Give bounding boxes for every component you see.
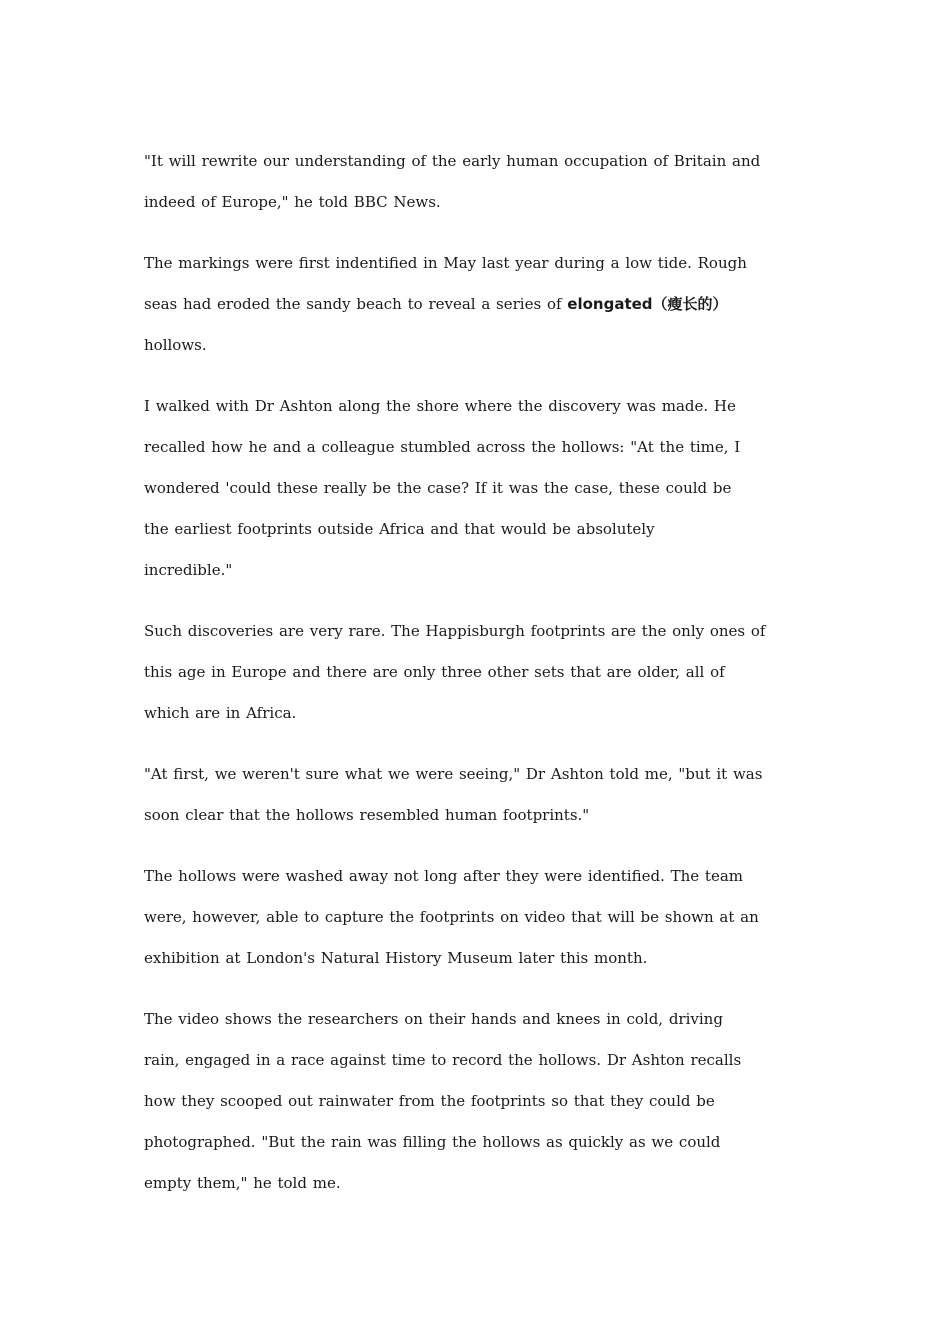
- text-line: wondered 'could these really be the case? If it was the case, these could be: [144, 479, 732, 497]
- text-line: I walked with Dr Ashton along the shore where the discovery was made. He: [144, 397, 736, 415]
- text-line: "It will rewrite our understanding of the early human occupation of Britain and: [144, 152, 761, 170]
- article-body: [144, 141, 814, 1224]
- text-line: "At first, we weren't sure what we were seeing," Dr Ashton told me, "but it was: [144, 765, 763, 783]
- paragraph-5: [144, 754, 814, 836]
- text-line: indeed of Europe," he told BBC News.: [144, 193, 441, 211]
- paragraph-3: [144, 386, 814, 591]
- text-line: were, however, able to capture the footprints on video that will be shown at an: [144, 908, 759, 926]
- text-line: hollows.: [144, 336, 207, 354]
- paragraph-2: [144, 243, 814, 366]
- text-line: empty them," he told me.: [144, 1174, 341, 1192]
- text-line: rain, engaged in a race against time to record the hollows. Dr Ashton recalls: [144, 1051, 742, 1069]
- text-line: this age in Europe and there are only three other sets that are older, all of: [144, 663, 725, 681]
- text-line: The video shows the researchers on their hands and knees in cold, driving: [144, 1010, 723, 1028]
- text-line: how they scooped out rainwater from the footprints so that they could be: [144, 1092, 715, 1110]
- text-line: photographed. "But the rain was filling the hollows as quickly as we could: [144, 1133, 721, 1151]
- text-line: soon clear that the hollows resembled human footprints.": [144, 806, 590, 824]
- text-line: incredible.": [144, 561, 233, 579]
- paragraph-4: [144, 611, 814, 734]
- text-line: The hollows were washed away not long after they were identified. The team: [144, 867, 744, 885]
- paragraph-6: [144, 856, 814, 979]
- text-line: the earliest footprints outside Africa and that would be absolutely: [144, 520, 655, 538]
- paragraph-1: [144, 141, 814, 223]
- text-line: Such discoveries are very rare. The Happisburgh footprints are the only ones of: [144, 622, 766, 640]
- glossary-term: elongated（瘦长的）: [567, 295, 728, 313]
- paragraph-7: [144, 999, 814, 1204]
- text-segment: seas had eroded the sandy beach to reveal a series of: [144, 295, 568, 313]
- text-line: exhibition at London's Natural History Museum later this month.: [144, 949, 648, 967]
- text-line: recalled how he and a colleague stumbled across the hollows: "At the time, I: [144, 438, 741, 456]
- text-line: The markings were first indentified in May last year during a low tide. Rough: [144, 254, 747, 272]
- text-line: which are in Africa.: [144, 704, 297, 722]
- text-line: [144, 284, 814, 325]
